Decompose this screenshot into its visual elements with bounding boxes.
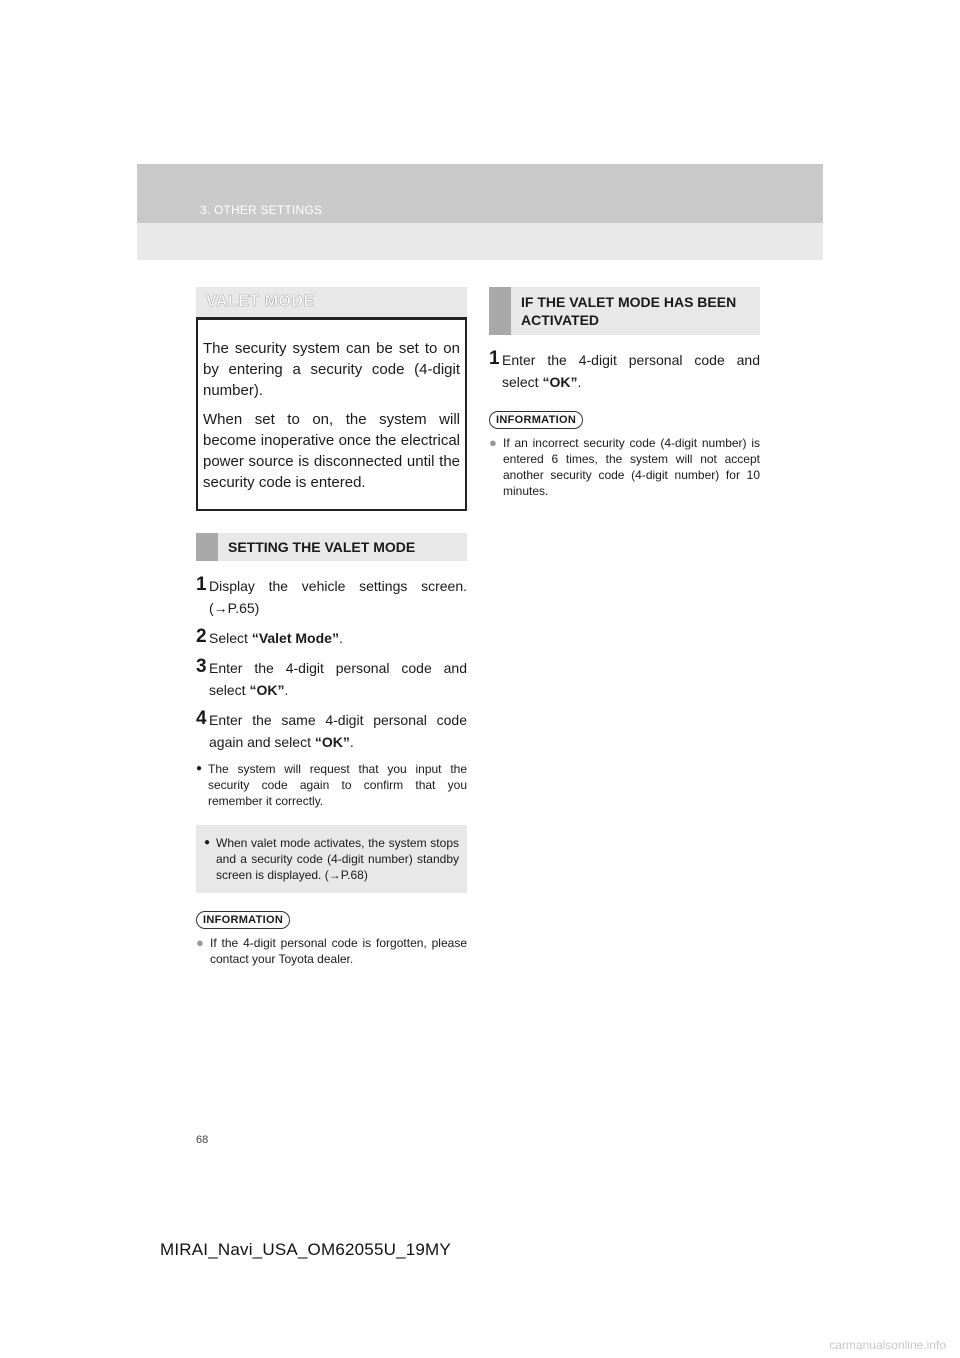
document-id: MIRAI_Navi_USA_OM62055U_19MY	[160, 1240, 451, 1259]
bullet-icon: ●	[204, 837, 211, 848]
bullet-icon: ●	[489, 435, 497, 450]
step-item: 1 Display the vehicle settings screen. (→P.65)	[196, 574, 467, 616]
right-column	[489, 287, 760, 499]
notice-item: ● When valet mode activates, the system stops and a security code (4-digit number) standby screen is displayed. (→P.68)	[204, 836, 459, 882]
information-badge: INFORMATION	[489, 411, 583, 429]
watermark: carmanualsonline.info	[829, 1338, 946, 1352]
step-item: 4 Enter the same 4-digit personal code again and select “OK”.	[196, 708, 467, 750]
valet-mode-heading: VALET MODE	[196, 287, 467, 320]
step-item: 3 Enter the 4-digit personal code and select “OK”.	[196, 656, 467, 698]
left-column	[196, 287, 467, 967]
steps-list	[196, 575, 467, 753]
bullet-icon: ●	[196, 763, 203, 774]
intro-box	[196, 320, 467, 511]
information-item: ● If the 4-digit personal code is forgotten, please contact your Toyota dealer.	[196, 935, 467, 966]
setting-valet-mode-heading: SETTING THE VALET MODE	[196, 533, 467, 561]
step-item: 1 Enter the 4-digit personal code and select “OK”.	[489, 348, 760, 390]
note-item: ● The system will request that you input the security code again to confirm that you remember it correctly.	[196, 762, 467, 808]
step-item: 2 Select “Valet Mode”.	[196, 626, 343, 647]
steps-list	[489, 349, 760, 393]
valet-activated-heading: IF THE VALET MODE HAS BEEN ACTIVATED	[489, 287, 760, 335]
notice-box	[196, 825, 467, 893]
intro-paragraph: When set to on, the system will become inoperative once the electrical power source is disconnected until the security code is entered.	[203, 411, 460, 491]
section-label: 3. OTHER SETTINGS	[200, 203, 323, 217]
information-badge: INFORMATION	[196, 911, 290, 929]
page-number: 68	[196, 1134, 209, 1146]
intro-paragraph: The security system can be set to on by entering a security code (4-digit number).	[203, 340, 460, 399]
information-item: ● If an incorrect security code (4-digit number) is entered 6 times, the system will not accept another security code (4-digit number) for 10 minutes.	[489, 435, 760, 498]
bullet-icon: ●	[196, 935, 204, 950]
